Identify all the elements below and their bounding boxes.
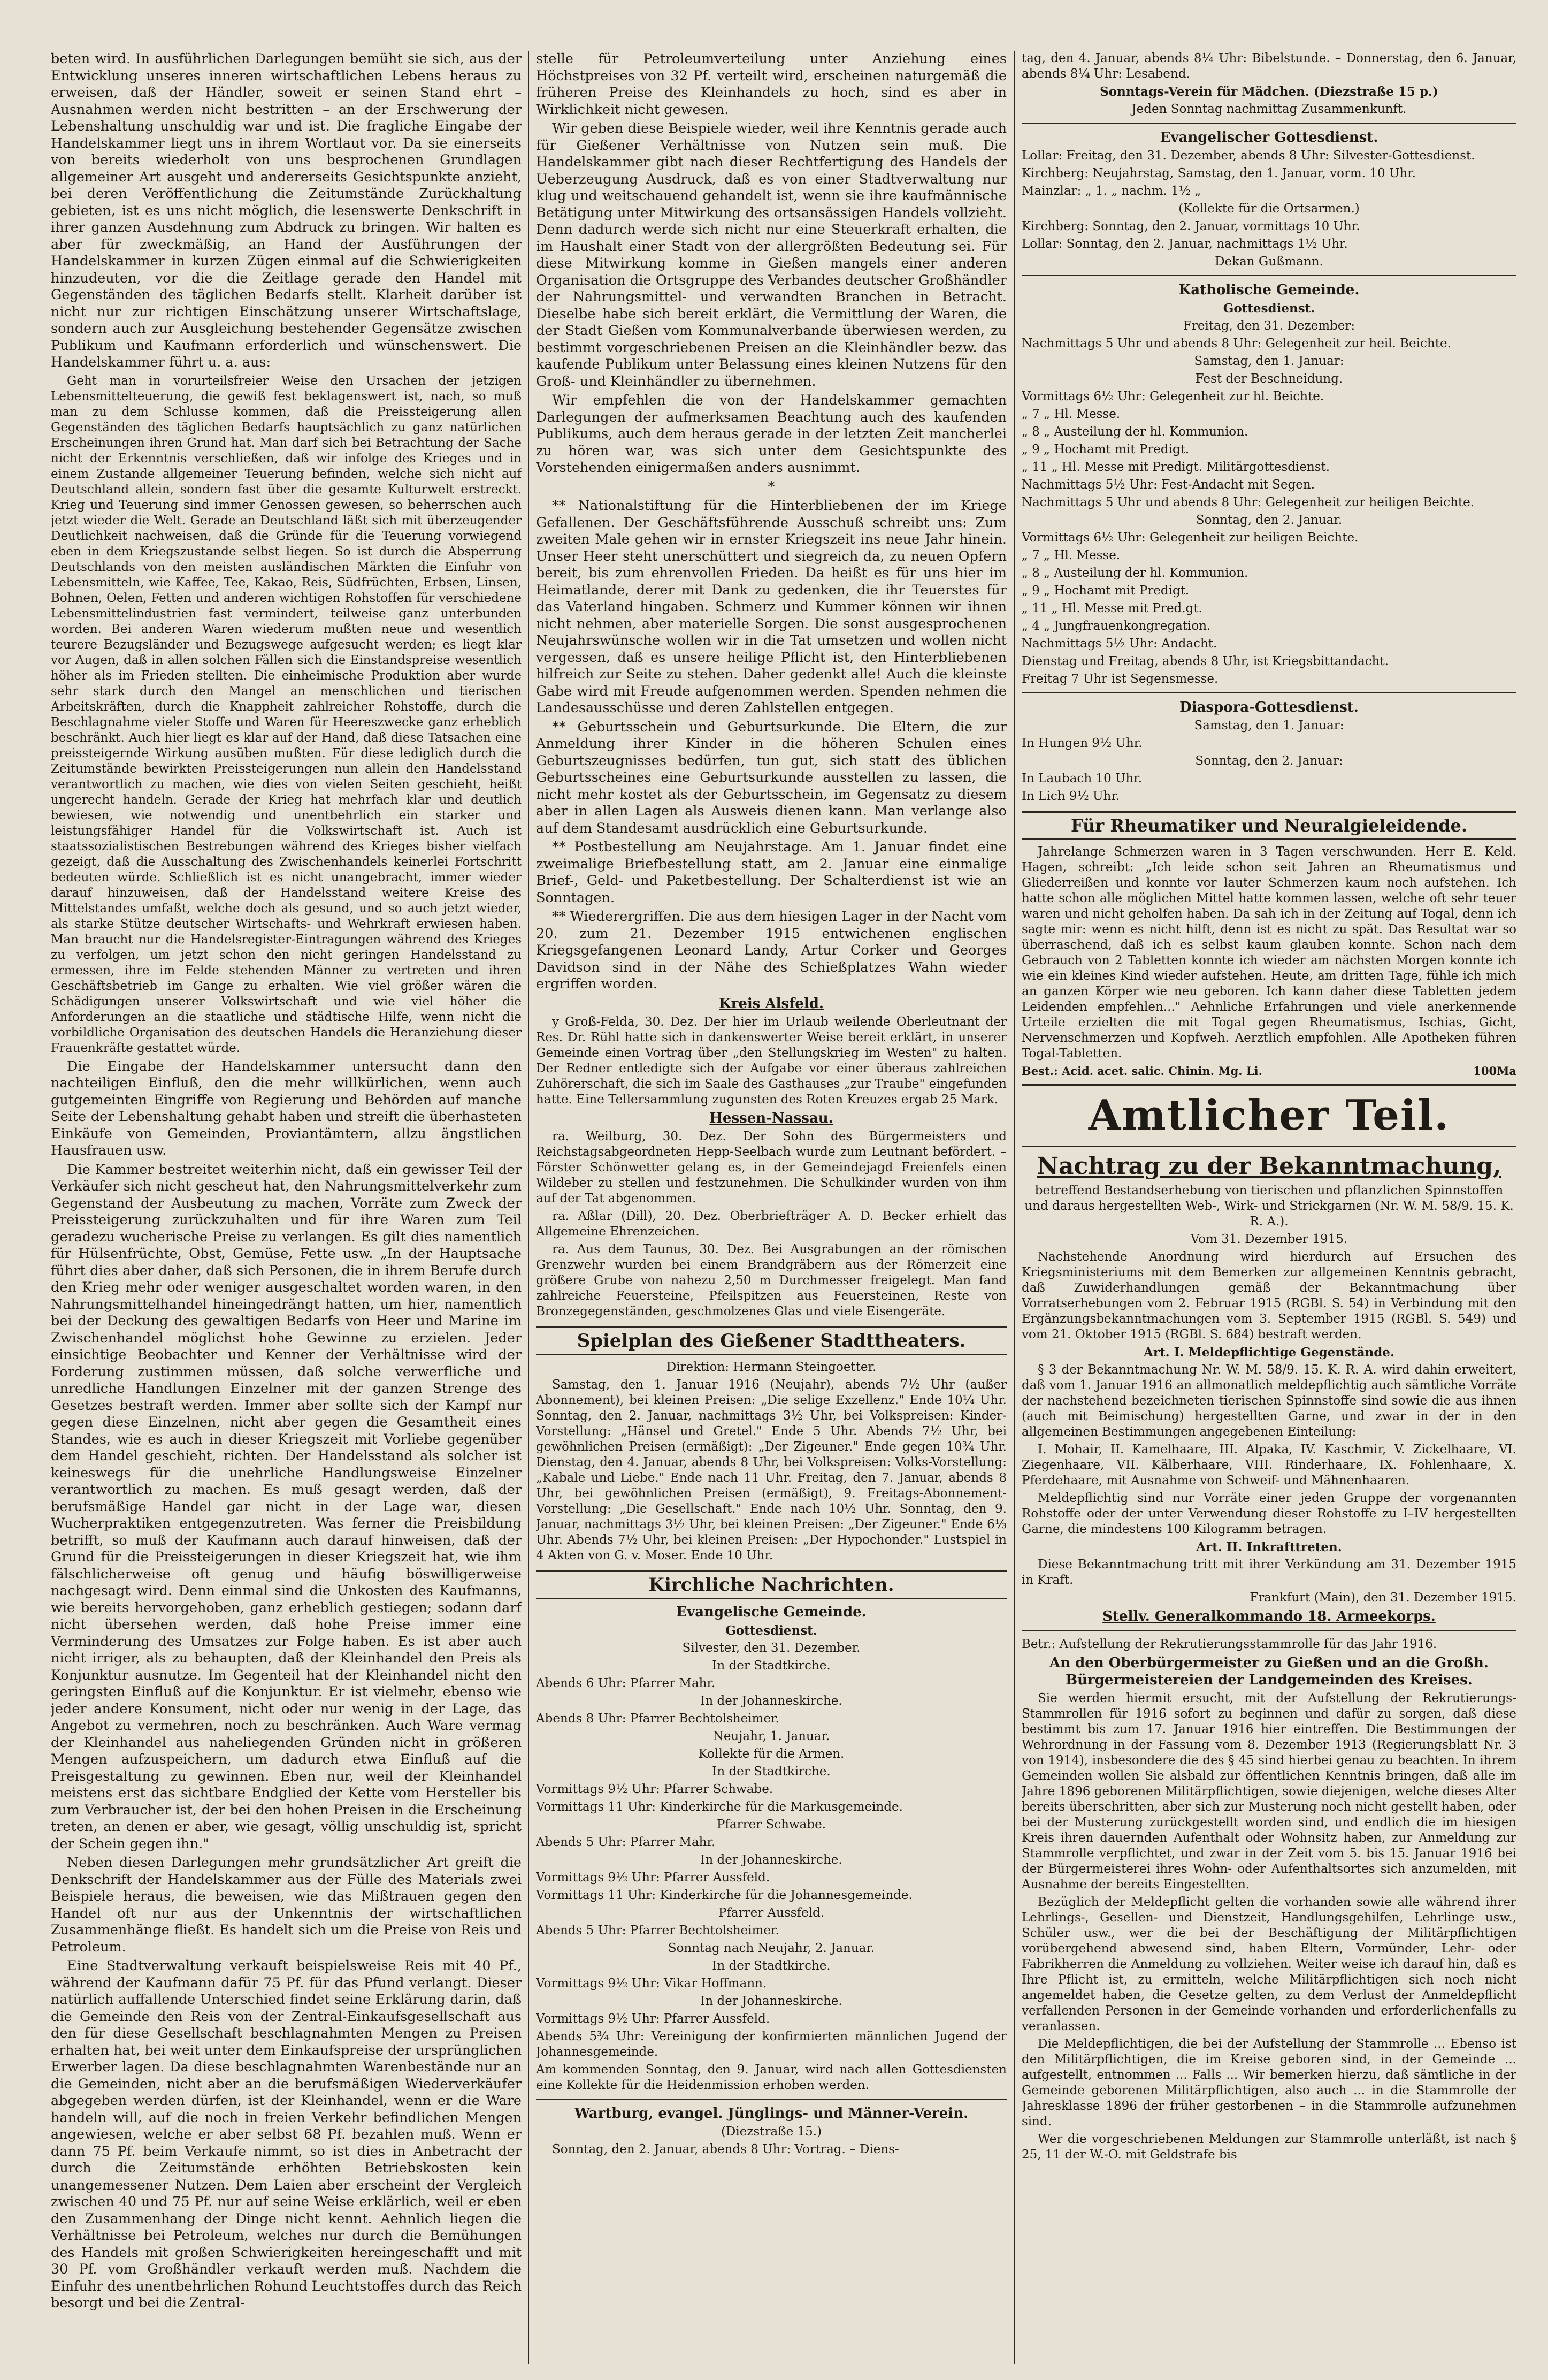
schedule-line: „ 8 „ Austeilung der hl. Kommunion. — [1022, 425, 1248, 439]
schedule-line: Vormittags 9½ Uhr: Pfarrer Schwabe. — [536, 1782, 773, 1796]
association-address: (Diezstraße 15.) — [721, 2124, 822, 2139]
column-rule — [1014, 51, 1015, 2364]
official-section-title: Amtlicher Teil. — [1088, 1091, 1450, 1140]
schedule-line: Sonntag, den 2. Januar: — [1195, 754, 1343, 768]
schedule-line: Abends 5¾ Uhr: Vereinigung der konfirmierten männlichen Jugend der Johannesgemeinde. — [536, 2029, 1007, 2059]
divider — [1022, 1084, 1516, 1086]
divider — [536, 2099, 1007, 2100]
announcement-place-date: Frankfurt (Main), den 31. Dezember 1915. — [1250, 1591, 1516, 1605]
schedule-line: Neujahr, 1. Januar. — [712, 1729, 830, 1743]
local-news-item: ** Geburtsschein und Geburtsurkunde. Die Eltern, die zur Anmeldung ihrer Kinder in die höheren Schulen eines Geburtszeugnisses bedürfen, tun gut, sich statt des üblichen Geburtsscheines eine Geburtsurkunde ausstellen zu lassen, die nicht mehr kostet als der Geburtsschein, im Gegensatz zu diesem aber in allen Lagen als Ausweis dienen kann. Man verlange also auf dem Standesamt ausdrücklich eine Geburtsurkunde. — [536, 719, 1007, 836]
announcement-signature: Stellv. Generalkommando 18. Armeekorps. — [1102, 1608, 1436, 1624]
schedule-line: „ 11 „ Hl. Messe mit Predigt. Militärgottesdienst. — [1022, 460, 1330, 474]
schedule-line: In der Stadtkirche. — [712, 1958, 831, 1973]
schedule-line: „ 11 „ Hl. Messe mit Pred.gt. — [1022, 601, 1202, 615]
local-news-item: ** Postbestellung am Neujahrstage. Am 1. Januar findet eine zweimalige Briefbestellung statt, am 2. Januar eine einmalige Brief-, Geld- und Paketbestellung. Der Schalterdienst ist wie an Sonntagen. — [536, 839, 1007, 906]
local-news-item: ra. Aus dem Taunus, 30. Dez. Bei Ausgrabungen an der römischen Grenzwehr wurden bei einem Brandgräbern aus der Römerzeit eine größere Grube von nahezu 2,50 m Durchmesser freigelegt. Man fand zahlreiche Feuersteine, Pfeilspitzen aus Feuersteinen, Reste von Bronzegegenständen, geschmolzenes Glas und viele Eisengeräte. — [536, 1242, 1007, 1318]
schedule-line: In der Stadtkirche. — [712, 1764, 831, 1779]
schedule-line: In der Johanneskirche. — [700, 1694, 842, 1708]
column-3 — [1022, 51, 1516, 2369]
local-news-item: ra. Weilburg, 30. Dez. Der Sohn des Bürgermeisters und Reichstagsabgeordneten Hepp-Seelbach wurde zum Leutnant befördert. – Förster Schönwetter gelang es, in der Gemeindejagd Freienfels einen Wildeber zu stellen und festzunehmen. Die Schulkinder wurden von ihm auf der Tat abgenommen. — [536, 1129, 1007, 1206]
schedule-line: (Kollekte für die Ortsarmen.) — [1178, 202, 1360, 216]
schedule-line: Freitag, den 31. Dezember: — [1183, 319, 1355, 333]
announcement-paragraph: I. Mohair, II. Kamelhaare, III. Alpaka, IV. Kaschmir, V. Zickelhaare, VI. Ziegenhaare, VII. Kälberhaare, VIII. Rinderhaare, IX. Fohlenhaare, X. Pferdehaare, mit Ausnahme von Schweif- und Mähnenhaaren. — [1022, 1443, 1516, 1488]
schedule-line: Nachmittags 5½ Uhr: Andacht. — [1022, 637, 1217, 651]
divider — [1022, 692, 1516, 693]
separator-star: * — [768, 478, 775, 495]
announcement-paragraph: Nachstehende Anordnung wird hierdurch auf Ersuchen des Kriegsministeriums mit dem Bemerken zur allgemeinen Kenntnis gebracht, daß Zuwiderhandlungen gemäß der Bekanntmachung über Vorratserhebungen vom 2. Februar 1915 (RGBl. S. 54) in Verbindung mit den Ergänzungsbekanntmachungen vom 3. September 1915 (RGBl. S. 549) und vom 21. Oktober 1915 (RGBl. S. 684) bestraft werden. — [1022, 1250, 1516, 1341]
schedule-line: Dienstag und Freitag, abends 8 Uhr, ist Kriegsbittandacht. — [1022, 654, 1389, 668]
schedule-line: Nachmittags 5 Uhr und abends 8 Uhr: Gelegenheit zur heiligen Beichte. — [1022, 495, 1475, 509]
announcement-paragraph: Meldepflichtig sind nur Vorräte einer jeden Gruppe der vorgenannten Rohstoffe oder der unter Verwendung dieser Rohstoffe zu I–IV hergestellten Garne, die mindestens 100 Kilogramm betragen. — [1022, 1491, 1516, 1536]
section-heading: Kreis Alsfeld. — [719, 995, 824, 1012]
schedule-line: Vormittags 9½ Uhr: Pfarrer Aussfeld. — [536, 2011, 770, 2026]
diaspora-schedule — [1022, 718, 1516, 804]
schedule-line: Vormittags 11 Uhr: Kinderkirche für die Johannesgemeinde. — [536, 1888, 913, 1902]
article-paragraph: Die Kammer bestreitet weiterhin nicht, daß ein gewisser Teil der Verkäufer sich nicht gescheut hat, den Nahrungsmittelverkehr zum Gegenstand der Ausbeutung zu machen, Vorräte zum Zweck der Preissteigerung zurückzuhalten und für ihre Waren zum Teil geradezu wucherische Preise zu verlangen. Es gilt dies namentlich für Hülsenfrüchte, Obst, Gemüse, Fette usw. „In der Hauptsache führt dies aber daher, daß sich Personen, die in ihrem Berufe durch den Krieg mehr oder weniger ausgeschaltet worden waren, in den Nahrungsmittelhandel hineingedrängt hatten, um hier, namentlich bei der Deckung des gewaltigen Bedarfs von Heer und Marine im Zwischenhandel möglichst hohe Gewinne zu erzielen. Jeder einsichtige Beobachter und Kenner der Verhältnisse wird der Forderung zustimmen müssen, daß solche verwerfliche und unredliche Handlungen Einzelner mit der ganzen Strenge des Gesetzes bestraft werden. Immer aber sollte sich der Kampf nur gegen diese Einzelnen, nicht aber gegen die Gesamtheit eines Standes, wie es auch in dieser Kriegszeit mit Vorliebe gegenüber dem Handel geschieht, richten. Der Handelsstand als solcher ist keineswegs für die unehrliche Handlungsweise Einzelner verantwortlich zu machen. Es muß gesagt werden, daß der berufsmäßige Handel gar nicht in der Lage war, diesen Wucherpraktiken entgegenzutreten. Was ferner die Preisbildung betrifft, so muß der Kaufmann auch darauf hinweisen, daß der Grund für die Preissteigerungen in dieser Kriegszeit hat, wie ihm fälschlicherweise oft genug und häufig böswilligerweise nachgesagt wird. Denn einmal sind die Unkosten des Kaufmanns, wie bereits hervorgehoben, ganz erheblich gestiegen; sodann darf nicht übersehen werden, daß hohe Preise immer eine Verminderung des Umsatzes zur Folge haben. Es ist aber auch nicht irriger, als zu behaupten, daß der Kleinhandel den Preis als Konjunktur ausnutze. Im Gegenteil hat der Kleinhandel nicht den geringsten Einfluß auf die Konjunktur. Er ist vielmehr, ebenso wie jeder andere Konsument, nicht oder nur wenig in der Lage, das Angebot zu vermehren, noch zu beschränken. Auch Ware vermag der Kleinhandel aus naheliegenden Gründen nicht in größeren Mengen aufzuspeichern, um dadurch etwa Einfluß auf die Preisgestaltung zu gewinnen. Eben nur, weil der Kleinhandel meistens erst das sichtbare Endglied der Kette vom Hersteller bis zum Verbraucher ist, der bei den hohen Preisen in die Erscheinung treten, an denen er aber, wie gesagt, völlig unschuldig ist, spricht der Schein gegen ihn." — [51, 1161, 522, 1852]
advertisement-ingredients: Best.: Acid. acet. salic. Chinin. Mg. Li. — [1022, 1064, 1262, 1078]
notice-paragraph: Die Meldepflichtigen, die bei der Aufstellung der Stammrolle ... Ebenso ist den Militärpflichtigen, die im Kreise geboren sind, in der Gemeinde ... aufgestellt, entnommen ... Falls ... Wir bemerken hierzu, daß sämtliche in der Gemeinde geborenen Militärpflichtigen, also auch ... in die Stammrolle der Jahresklasse 1896 der früher gestorbenen – in die Stammrolle aufzunehmen sind. — [1022, 2037, 1516, 2129]
column-rule — [528, 51, 529, 2364]
notice-paragraph: Bezüglich der Meldepflicht gelten die vorhanden sowie alle während ihrer Lehrlings-, Gesellen- und Dienstzeit, Handlungsgehilfen, Lehrlinge usw., Schüler usw., wer die bei der Beschäftigung der Militärpflichtigen vorübergehend abwesend sind, haben Eltern, Vormünder, Lehr- oder Fabrikherren die Anmeldung zu vollziehen. Weiter weise ich darauf hin, daß es Ihre Pflicht ist, zu ermitteln, welche Militärpflichtigen sich noch nicht angemeldet haben, die Gesetze gelten, zu dem Verlust der Anmeldepflicht verfallenden Personen in der Gemeinde vorhanden und erforderlichenfalls zu veranlassen. — [1022, 1895, 1516, 2033]
advertisement-code: 100Ma — [1473, 1064, 1516, 1078]
section-heading: Katholische Gemeinde. — [1178, 282, 1360, 298]
schedule-line: „ 8 „ Austeilung der hl. Kommunion. — [1022, 566, 1248, 580]
schedule-line: Vormittags 9½ Uhr: Vikar Hoffmann. — [536, 1976, 767, 1990]
section-subheading: Gottesdienst. — [1223, 301, 1315, 316]
divider — [1022, 123, 1516, 124]
schedule-line: „ 7 „ Hl. Messe. — [1022, 407, 1121, 421]
schedule-line: In Hungen 9½ Uhr. — [1022, 736, 1143, 750]
church-subheading: Gottesdienst. — [725, 1623, 817, 1638]
notice-paragraph: Wer die vorgeschriebenen Meldungen zur Stammrolle unterläßt, ist nach § 25, 11 der W.-O. mit Geldstrafe bis — [1022, 2132, 1516, 2162]
section-heading: Hessen-Nassau. — [709, 1110, 833, 1126]
schedule-line: Kollekte für die Armen. — [698, 1746, 845, 1761]
church-schedule-line: Sonntags-Verein für Mädchen. (Diezstraße 15 p.) — [1100, 85, 1438, 99]
local-news-item: ra. Aßlar (Dill), 20. Dez. Oberbriefträger A. D. Becker erhielt das Allgemeine Ehrenzeichen. — [536, 1209, 1007, 1239]
schedule-line: Lollar: Freitag, den 31. Dezember, abends 8 Uhr: Silvester-Gottesdienst. — [1022, 149, 1475, 163]
article-paragraph: beten wird. In ausführlichen Darlegungen bemüht sie sich, aus der Entwicklung unseres inneren wirtschaftlichen Lebens heraus zu erweisen, daß der Händler, soweit er seinen Stand ehrt – Ausnahmen werden nicht bestritten – an der Erschwerung der Lebenshaltung unschuldig war und ist. Die fragliche Eingabe der Handelskammer liegt uns in ihrem Wortlaut vor. Da sie einerseits von bereits wiederholt von uns besprochenen Grundlagen allgemeiner Art ausgeht und andererseits Gesichtspunkte anzieht, bei deren Veröffentlichung die Zeitumstände Zurückhaltung gebieten, ist es uns nicht möglich, die lesenswerte Denkschrift in ihrer ganzen Ausdehnung zum Abdruck zu bringen. Wir halten es aber für zweckmäßig, an Hand der Ausführungen der Handelskammer in kurzen Zügen einmal auf die Schwierigkeiten hinzudeuten, vor die die Zeitlage gerade den Handel mit Gegenständen des täglichen Bedarfs stellt. Klarheit darüber ist nicht nur zur richtigen Einschätzung unserer Wirtschaftslage, sondern auch zur Ausgleichung bestehender Gegensätze zwischen Publikum und Kaufmann erforderlich und wünschenswert. Die Handelskammer führt u. a. aus: — [51, 51, 522, 370]
local-news-item: ** Nationalstiftung für die Hinterbliebenen der im Kriege Gefallenen. Der Geschäftsführende Ausschuß schreibt uns: Zum zweiten Male gehen wir in ernster Kriegszeit ins neue Jahr hinein. Unser Heer steht unerschüttert und siegreich da, zu neuen Opfern bereit, bis zum ehrenvollen Frieden. Da heißt es für uns hier im Heimatlande, derer mit Dank zu gedenken, die ihr Teuerstes für das Vaterland hingaben. Schmerz und Kummer können wir ihnen nicht nehmen, aber materielle Sorgen. Die sonst ausgesprochenen Neujahrswünsche wollen wir in die Tat umsetzen und wollen nicht vergessen, daß es unsere heilige Pflicht ist, den Hinterbliebenen hilfreich zur Seite zu stehen. Daher gedenkt alle! Auch die kleinste Gabe wird mit Freude aufgenommen werden. Spenden nehmen die Landesausschüsse und deren Zahlstellen entgegen. — [536, 498, 1007, 716]
schedule-line: Vormittags 11 Uhr: Kinderkirche für die Markusgemeinde. — [536, 1799, 903, 1814]
column-1 — [51, 51, 522, 2369]
schedule-line: Abends 6 Uhr: Pfarrer Mahr. — [536, 1676, 716, 1690]
theater-direction: Direktion: Hermann Steingoetter. — [666, 1360, 877, 1374]
notice-addressee: An den Oberbürgermeister zu Gießen und an die Großh. Bürgermeistereien der Landgemeinden des Kreises. — [1049, 1655, 1489, 1688]
announcement-paragraph: Diese Bekanntmachung tritt mit ihrer Verkündung am 31. Dezember 1915 in Kraft. — [1022, 1558, 1516, 1587]
association-heading: Wartburg, evangel. Jünglings- und Männer-Verein. — [574, 2105, 969, 2122]
schedule-line: Dekan Gußmann. — [1215, 255, 1323, 269]
notice-paragraph: Sie werden hiermit ersucht, mit der Aufstellung der Rekrutierungs-Stammrollen für 1916 sofort zu beginnen und dafür zu sorgen, daß diese bestimmt bis zum 17. Januar 1916 hier eintreffen. Die Bestimmungen der Wehrordnung in der Fassung vom 8. Dezember 1913 (Regierungsblatt Nr. 3 von 1914), insbesondere die des § 45 sind hierbei genau zu beachten. In ihrem Gemeinden wollen Sie alsbald zur öffentlichen Kenntnis bringen, daß alle im Jahre 1896 geborenen Militärpflichtigen, sowie diejenigen, welche dieses Alter bereits überschritten, aber sich zur Musterung noch nicht gestellt haben, oder bei der Musterung zurückgestellt worden sind, und endlich die im hiesigen Kreis ihren dauernden Aufenthalt oder Wohnsitz haben, zur Anmeldung zur Stammrolle verpflichtet, und zwar in der Zeit vom 5. bis 15. Januar 1916 bei der Bürgermeisterei ihres Wohn- oder Aufenthaltsortes sich anzumelden, mit Ausnahme der bereits Eingestellten. — [1022, 1691, 1516, 1891]
article-paragraph: Geht man in vorurteilsfreier Weise den Ursachen der jetzigen Lebensmittelteuerung, die gewiß fest beklagenswert ist, nach, so muß man zu dem Schlusse kommen, daß die Preissteigerung allen Gegenständen des täglichen Bedarfs hauptsächlich zu ganz natürlichen Erscheinungen ihren Grund hat. Man darf sich bei Betrachtung der Sache nicht der Erkenntnis verschließen, daß wir infolge des Krieges und in einem Zustande allgemeiner Teuerung befinden, welche sich nicht auf Deutschland allein, sondern fast über die gesamte Kulturwelt erstreckt. Krieg und Teuerung sind immer Genossen gewesen, so beherrschen auch jetzt wieder die Welt. Gerade an Deutschland läßt sich mit überzeugender Deutlichkeit nachweisen, daß die Gründe für die Teuerung vorwiegend eben in dem Kriegszustande selbst liegen. So ist durch die Absperrung Deutschlands von den meisten ausländischen Märkten die Einfuhr von Lebensmitteln, wie Kaffee, Tee, Kakao, Reis, Südfrüchten, Erbsen, Linsen, Bohnen, Oelen, Fetten und anderen wichtigen Rohstoffen für verschiedene Lebensmittelindustrien fast vermindert, teilweise ganz unterbunden worden. Bei anderen Waren wiederum mußten neue und wesentlich teurere Bezugsländer und Bezugswege aufgesucht werden; es liegt klar vor Augen, daß in allen solchen Fällen sich die Einstandspreise wesentlich höher als im Frieden stellten. Die einheimische Produktion aber wurde sehr stark durch den Mangel an menschlichen und tierischen Arbeitskräften, durch die Knappheit zahlreicher Rohstoffe, durch die Beschlagnahme vieler Stoffe und Waren für Heereszwecke ganz erheblich beschränkt. Auch hier liegt es klar auf der Hand, daß diese Tatsachen eine preissteigernde Wirkung ausüben mußten. Für diese lediglich durch die Zeitumstände bewirkten Preissteigerungen nun allein den Handelsstand verantwortlich zu machen, wie dies von vielen Seiten geschieht, heißt ungerecht handeln. Gerade der Krieg hat mehrfach klar und deutlich bewiesen, wie notwendig und unentbehrlich ein starker und leistungsfähiger Handel für die Volkswirtschaft ist. Auch ist staatssozialistischen Bestrebungen während des Krieges bisher vielfach gezeigt, daß die Ausschaltung des Zwischenhandels keinerlei Fortschritt bedeuten würde. Schließlich ist es nicht unangebracht, immer wieder darauf hinzuweisen, daß der Handelsstand weitere Kreise des Mittelstandes umfaßt, welche doch als gesund, und so auch jetzt wieder, als starke Stütze deutscher Wirtschafts- und Wehrkraft erwiesen haben. Man braucht nur die Handelsregister-Eintragungen während des Krieges zu verfolgen, um jetzt schon den nicht geringen Handelsstand zu ermessen, ihre im Felde stehenden Männer zu vertreten und ihren Geschäftsbetrieb im Gange zu erhalten. Wie viel größer wären die Schädigungen unserer Volkswirtschaft und wie viel höher die Anforderungen an die staatliche und städtische Hilfe, wenn nicht die vorbildliche Organisation des deutschen Handels die Heranziehung dieser Frauenkräfte gestattet würde. — [51, 373, 522, 1055]
schedule-line: Kirchberg: Sonntag, den 2. Januar, vormittags 10 Uhr. — [1022, 219, 1360, 233]
schedule-line: Vormittags 6½ Uhr: Gelegenheit zur hl. Beichte. — [1022, 390, 1324, 403]
advertisement-text: Jahrelange Schmerzen waren in 3 Tagen verschwunden. Herr E. Keld. Hagen, schreibt: „Ich leide schon seit Jahren an Rheumatismus und Gliederreißen und konnte vor lauter Schmerzen kaum noch aufstehen. Ich hatte schon alle möglichen Mittel hatte kommen lassen, welche oft sehr teuer waren und nicht geholfen haben. Da sah ich in der Zeitung auf Togal, denn ich sagte mir: wenn es nicht hilft, denn ist es nicht zu spät. Das Resultat war so überraschend, daß ich es selbst kaum glauben konnte. Schon nach dem Gebrauch von 2 Tabletten konnte ich wieder am nächsten Morgen konnte ich wie ein kleines Kind wieder aufstehen. Heute, am dritten Tage, fühle ich mich an ganzen Körper wie neu geboren. Ich kann daher diese Tabletten jedem Leidenden empfehlen..." Aehnliche Erfahrungen und viele anerkennende Urteile erzielten die mit Togal gegen Rheumatismus, Ischias, Gicht, Nervenschmerzen und Kopfweh. Aerztlich empfohlen. Alle Apotheken führen Togal-Tabletten. — [1022, 845, 1516, 1061]
schedule-line: Sonntag nach Neujahr, 2. Januar. — [668, 1941, 875, 1955]
schedule-line: Samstag, den 1. Januar: — [1194, 719, 1344, 733]
divider — [1022, 275, 1516, 276]
local-news-item: ** Wiederergriffen. Die aus dem hiesigen Lager in der Nacht vom 20. zum 21. Dezember 1915 entwichenen englischen Kriegsgefangenen Leonard Landy, Artur Corker und Georges Davidson sind in der Nähe des Schießplatzes Wahn wieder ergriffen worden. — [536, 909, 1007, 992]
church-heading: Kirchliche Nachrichten. — [536, 1570, 1007, 1599]
announcement-article-heading: Art. I. Meldepflichtige Gegenstände. — [1144, 1345, 1394, 1360]
schedule-line: Abends 8 Uhr: Pfarrer Bechtolsheimer. — [536, 1711, 779, 1726]
schedule-line: Samstag, den 1. Januar: — [1194, 354, 1344, 368]
schedule-line: Nachmittags 5 Uhr und abends 8 Uhr: Gelegenheit zur heil. Beichte. — [1022, 337, 1451, 350]
schedule-line: Am kommenden Sonntag, den 9. Januar, wird nach allen Gottesdiensten eine Kollekte für die Heidenmission erhoben werden. — [536, 2062, 1007, 2092]
catholic-schedule — [1022, 318, 1516, 687]
article-paragraph: Wir geben diese Beispiele wieder, weil ihre Kenntnis gerade auch für Gießener Verhältnisse von Nutzen sein muß. Die Handelskammer gibt nach dieser Rechtfertigung des Handels der Ueberzeugung Ausdruck, daß es von einer Stadtverwaltung nur klug und weitschauend gehandelt ist, wenn sie ihre kaufmännische Betätigung unter Mitwirkung des ortsansässigen Handels vollzieht. Denn dadurch werde sich nicht nur eine Steuerkraft erhalten, die im Haushalt einer Stadt von der allergrößten Bedeutung sei. Für diese Mitwirkung komme in Gießen mangels einer anderen Organisation die Ortsgruppe des Verbandes deutscher Großhändler der Nahrungsmittel- und verwandten Branchen in Betracht. Dieselbe habe sich bereit erklärt, die Vermittlung der Waren, die der Stadt Gießen vom Kommunalverbande überwiesen werden, zu bestimmt vorgeschriebenen Preisen an die Kleinhändler bezw. das kaufende Publikum unter Belassung eines kleinen Nutzens für den Groß- und Kleinhändler zu übernehmen. — [536, 120, 1007, 390]
announcement-article-heading: Art. II. Inkrafttreten. — [1196, 1540, 1342, 1554]
announcement-paragraph: § 3 der Bekanntmachung Nr. W. M. 58/9. 15. K. R. A. wird dahin erweitert, daß vom 1. Januar 1916 an allmonatlich meldepflichtig auch sämtliche Vorräte der nachstehend bezeichneten tierischen Spinnstoffe sind sowie die aus ihnen (auch mit Beimischung) hergestellten Garne, und zwar in der in den allgemeinen Bestimmungen angegebenen Einteilung: — [1022, 1363, 1516, 1439]
evangelical-schedule — [1022, 148, 1516, 270]
schedule-line: In Laubach 10 Uhr. — [1022, 772, 1143, 785]
column-2 — [536, 51, 1007, 2369]
schedule-line: Nachmittags 5½ Uhr: Fest-Andacht mit Segen. — [1022, 478, 1315, 492]
schedule-line: Vormittags 6½ Uhr: Gelegenheit zur heiligen Beichte. — [1022, 531, 1359, 545]
local-news-item: y Groß-Felda, 30. Dez. Der hier im Urlaub weilende Oberleutnant der Res. Dr. Rühl hatte sich in dankenswerter Weise bereit erklärt, in unserer Gemeinde einen Vortrag über „den Stellungskrieg im Westen" zu halten. Der Redner entledigte sich der Aufgabe vor einer überaus zahlreichen Zuhörerschaft, die sich im Saale des Gasthauses „zur Traube" eingefunden hatte. Eine Tellersammlung zugunsten des Roten Kreuzes ergab 25 Mark. — [536, 1014, 1007, 1107]
schedule-line: Sonntag, den 2. Januar. — [1196, 513, 1343, 527]
article-paragraph: Die Eingabe der Handelskammer untersucht dann den nachteiligen Einfluß, den die mehr willkürlichen, wenn auch gutgemeinten Eingriffe von Regierung und Behörden auf manche Seite der Lebenshaltung gehabt haben und streift die überhasteten Einkäufe von Gemeinden, Proviantämtern, allzu ängstlichen Hausfrauen usw. — [51, 1058, 522, 1158]
association-schedule: Sonntag, den 2. Januar, abends 8 Uhr: Vortrag. – Diens- — [552, 2142, 899, 2156]
section-heading: Diaspora-Gottesdienst. — [1179, 699, 1359, 715]
schedule-line: „ 9 „ Hochamt mit Predigt. — [1022, 584, 1190, 598]
schedule-line: „ 7 „ Hl. Messe. — [1022, 548, 1121, 562]
church-schedule-line: Jeden Sonntag nachmittag Zusammenkunft. — [1131, 102, 1407, 116]
theater-heading: Spielplan des Gießener Stadttheaters. — [536, 1326, 1007, 1355]
schedule-line: Pfarrer Aussfeld. — [718, 1905, 825, 1920]
announcement-date: Vom 31. Dezember 1915. — [1190, 1232, 1348, 1246]
notice-subject: Betr.: Aufstellung der Rekrutierungsstammrolle für das Jahr 1916. — [1022, 1637, 1437, 1651]
schedule-line: Lollar: Sonntag, den 2. Januar, nachmittags 1½ Uhr. — [1022, 237, 1348, 251]
article-paragraph: Eine Stadtverwaltung verkauft beispielsweise Reis mit 40 Pf., während der Kaufmann dafür 75 Pf. für das Pfund verlangt. Dieser natürlich auffallende Unterschied findet seine Erklärung darin, daß die Gemeinde den Reis von der Zentral-Einkaufsgesellschaft aus den für diese Gesellschaft beschlagnahmten Mengen zu Preisen erhalten hat, bei weit unter dem Einkaufspreise der ursprünglichen Erwerber lagen. Da diese beschlagnahmten Warenbestände nur an die Gemeinden, nicht aber an die berufsmäßigen Wiederverkäufer abgegeben werden dürfen, ist der Kleinhandel, wenn er die Ware handeln will, auf die noch in freien Verkehr befindlichen Mengen angewiesen, welche er aber selbst 68 Pf. bezahlen muß. Wenn er dann 75 Pf. beim Verkaufe nimmt, so ist dies in Anbetracht der durch die Zeitumstände erhöhten Betriebskosten kein unangemessener Nutzen. Dem Laien aber erscheint der Vergleich zwischen 40 und 75 Pf. nur auf seine Weise erklärlich, weil er eben den Zusammenhang der Dinge nicht kennt. Aehnlich liegen die Verhältnisse bei Petroleum, welches nur durch die Bemühungen des Handels mit großen Schwierigkeiten hereingeschafft und mit 30 Pf. vom Großhändler verkauft werden muß. Nachdem die Einfuhr des unentbehrlichen Rohund Leuchtstoffes durch das Reich besorgt und bei die Zentral- — [51, 1958, 522, 2311]
article-paragraph: Wir empfehlen die von der Handelskammer gemachten Darlegungen der aufmerksamen Beachtung auch des kaufenden Publikums, auch dem heraus gerade in der letzten Zeit mancherlei zu hören war, was sich unter dem Gesichtspunkte des Vorstehenden einigermaßen anders ausnimmt. — [536, 392, 1007, 476]
announcement-subtitle: betreffend Bestandserhebung von tierischen und pflanzlichen Spinnstoffen und daraus hergestellten Web-, Wirk- und Strickgarnen (Nr. W. M. 58/9. 15. K. R. A.). — [1024, 1184, 1514, 1229]
schedule-line: Kirchberg: Neujahrstag, Samstag, den 1. Januar, vorm. 10 Uhr. — [1022, 166, 1416, 180]
theater-schedule: Samstag, den 1. Januar 1916 (Neujahr), abends 7½ Uhr (außer Abonnement), bei kleinen Preisen: „Die selige Exzellenz." Ende 10¼ Uhr. Sonntag, den 2. Januar, nachmittags 3½ Uhr, bei Volkspreisen: Kinder-Vorstellung: „Hänsel und Gretel." Ende 5 Uhr. Abends 7½ Uhr, bei gewöhnlichen Preisen (ermäßigt): „Der Zigeuner." Ende gegen 10¾ Uhr. Dienstag, den 4. Januar, abends 8 Uhr, bei Volkspreisen: Volks-Vorstellung: „Kabale und Liebe." Ende nach 11 Uhr. Freitag, den 7. Januar, abends 8 Uhr, bei gewöhnlichen Preisen (ermäßigt), 9. Freitags-Abonnement-Vorstellung: „Die Gesellschaft." Ende nach 10½ Uhr. Sonntag, den 9. Januar, nachmittags 3½ Uhr, bei kleinen Preisen: „Der Zigeuner." Ende 6⅓ Uhr. Abends 7½ Uhr, bei kleinen Preisen: „Der Hypochonder." Lustspiel in 4 Akten von G. v. Moser. Ende 10 Uhr. — [536, 1377, 1007, 1562]
article-paragraph: Neben diesen Darlegungen mehr grundsätzlicher Art greift die Denkschrift der Handelskammer aus der Fülle des Materials zwei Beispiele heraus, die beweisen, wie das Mißtrauen gegen den Handel oft nur aus der Unkenntnis der wirtschaftlichen Zusammenhänge fließt. Es handelt sich um die Preise von Reis und Petroleum. — [51, 1855, 522, 1955]
advertisement-heading: Für Rheumatiker und Neuralgieleidende. — [1022, 811, 1516, 840]
church-schedule — [536, 1641, 1007, 2093]
section-heading: Evangelischer Gottesdienst. — [1160, 129, 1378, 146]
schedule-line: „ 9 „ Hochamt mit Predigt. — [1022, 443, 1190, 456]
schedule-line: In der Johanneskirche. — [700, 1852, 842, 1867]
schedule-line: Mainzlar: „ 1. „ nachm. 1½ „ — [1022, 184, 1201, 198]
church-schedule-line: tag, den 4. Januar, abends 8¼ Uhr: Bibelstunde. – Donnerstag, den 6. Januar, abends 8¼ Uhr: Lesabend. — [1022, 51, 1516, 81]
schedule-line: Vormittags 9½ Uhr: Pfarrer Aussfeld. — [536, 1870, 770, 1885]
article-paragraph: stelle für Petroleumverteilung unter Anziehung eines Höchstpreises von 32 Pf. verteilt wird, erscheinen naturgemäß die früheren Preise des Kleinhandels zu hoch, sind es aber in Wirklichkeit nicht gewesen. — [536, 51, 1007, 118]
divider — [1022, 1146, 1516, 1147]
announcement-title: Nachtrag zu der Bekanntmachung, — [1037, 1153, 1501, 1180]
schedule-line: In der Stadtkirche. — [712, 1658, 831, 1673]
schedule-line: „ 4 „ Jungfrauenkongregation. — [1022, 619, 1211, 633]
schedule-line: Fest der Beschneidung. — [1195, 372, 1343, 386]
divider — [1022, 1630, 1516, 1631]
schedule-line: Freitag 7 Uhr ist Segensmesse. — [1022, 672, 1219, 686]
schedule-line: In der Johanneskirche. — [700, 1994, 842, 2008]
schedule-line: Pfarrer Schwabe. — [716, 1817, 826, 1832]
schedule-line: Abends 5 Uhr: Pfarrer Mahr. — [536, 1835, 716, 1849]
advertisement-footer — [1022, 1064, 1516, 1079]
schedule-line: Silvester, den 31. Dezember. — [682, 1641, 861, 1655]
church-subheading: Evangelische Gemeinde. — [676, 1604, 867, 1620]
schedule-line: In Lich 9½ Uhr. — [1022, 789, 1120, 803]
schedule-line: Abends 5 Uhr: Pfarrer Bechtolsheimer. — [536, 1923, 779, 1937]
